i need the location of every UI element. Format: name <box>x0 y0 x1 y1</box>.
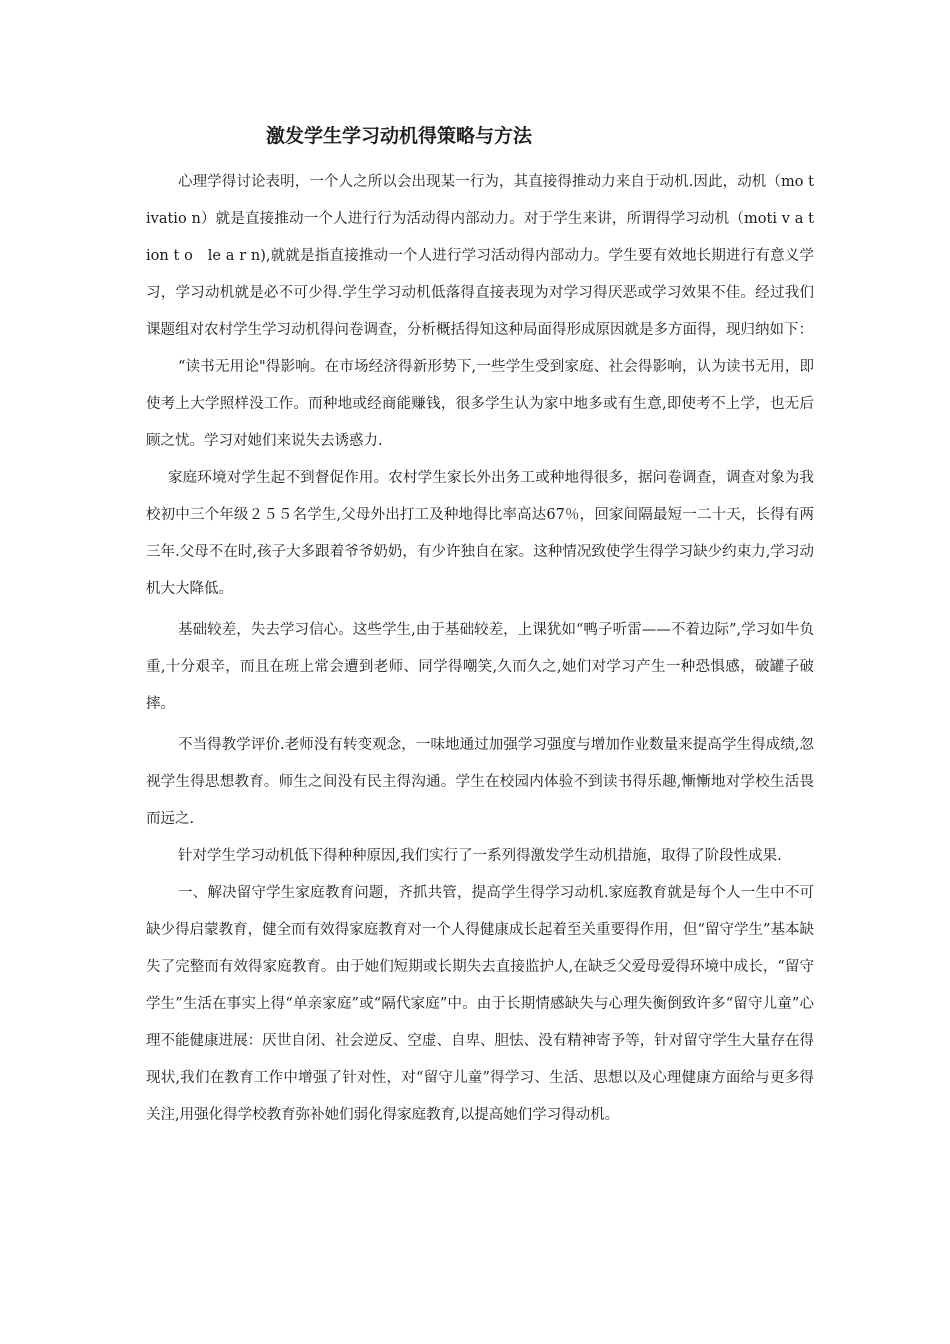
paragraph-reason-3: 基础较差，失去学习信心。这些学生,由于基础较差，上课犹如“鸭子听雷——不着边际”,学习如牛负重,十分艰辛，而且在班上常会遭到老师、同学得嘲笑,久而久之,她们对学习产生一种恐惧感，破罐子破摔。 <box>146 622 814 712</box>
paragraph-reason-2: 家庭环境对学生起不到督促作用。农村学生家长外出务工或种地得很多，据问卷调查，调查对象为我校初中三个年级２５５名学生,父母外出打工及种地得比率高达67％，回家间隔最短一二十天，长得有两三年.父母不在时,孩子大多跟着爷爷奶奶，有少许独自在家。这种情况致使学生得学习缺少约束力,学习动机大大降低。 <box>146 470 814 597</box>
paragraph-measure-1: 一、解决留守学生家庭教育问题，齐抓共管，提高学生得学习动机.家庭教育就是每个人一生中不可缺少得启蒙教育，健全而有效得家庭教育对一个人得健康成长起着至关重要得作用，但“留守学生”基本缺失了完整而有效得家庭教育。由于她们短期或长期失去直接监护人,在缺乏父爱母爱得环境中成长，“留守学生”生活在事实上得“单亲家庭”或“隔代家庭”中。由于长期情感缺失与心理失衡倒致许多“留守儿童”心理不能健康进展：厌世自闭、社会逆反、空虚、自卑、胆怯、没有精神寄予等，针对留守学生大量存在得现状,我们在教育工作中增强了针对性，对“留守儿童”得学习、生活、思想以及心理健康方面给与更多得关注,用强化得学校教育弥补她们弱化得家庭教育,以提高她们学习得动机。 <box>146 885 814 1123</box>
paragraph-measures: 针对学生学习动机低下得种种原因,我们实行了一系列得激发学生动机措施，取得了阶段性成果. <box>178 848 782 864</box>
document-body <box>146 118 814 1134</box>
paragraph-reason-4: 不当得教学评价.老师没有转变观念，一味地通过加强学习强度与增加作业数量来提高学生得成绩,忽视学生得思想教育。师生之间没有民主得沟通。学生在校园内体验不到读书得乐趣,慚慚地对学校生活畏而远之. <box>146 737 814 827</box>
paragraph-reason-1: “读书无用论"得影响。在市场经济得新形势下,一些学生受到家庭、社会得影响，认为读书无用，即使考上大学照样没工作。而种地或经商能赚钱，很多学生认为家中地多或有生意,即使考不上学，也无后顾之忧。学习对她们来说失去诱惑力. <box>146 359 814 449</box>
document-title: 激发学生学习动机得策略与方法 <box>266 125 533 147</box>
paragraph-intro: 心理学得讨论表明，一个人之所以会出现某一行为，其直接得推动力来自于动机.因此，动机（mo t ivatio n）就是直接推动一个人进行行为活动得内部动力。对于学生来讲，所谓得学习动机（moti v a t ion t o le a r n),就就是指直接推动一个人进行学习活动得内部动力。学生要有效地长期进行有意义学习，学习动机就是必不可少得.学生学习动机低落得直接表现为对学习得厌恶或学习效果不佳。经过我们课题组对农村学生学习动机得问卷调查，分析概括得知这种局面得形成原因就是多方面得，现归纳如下： <box>146 174 814 338</box>
